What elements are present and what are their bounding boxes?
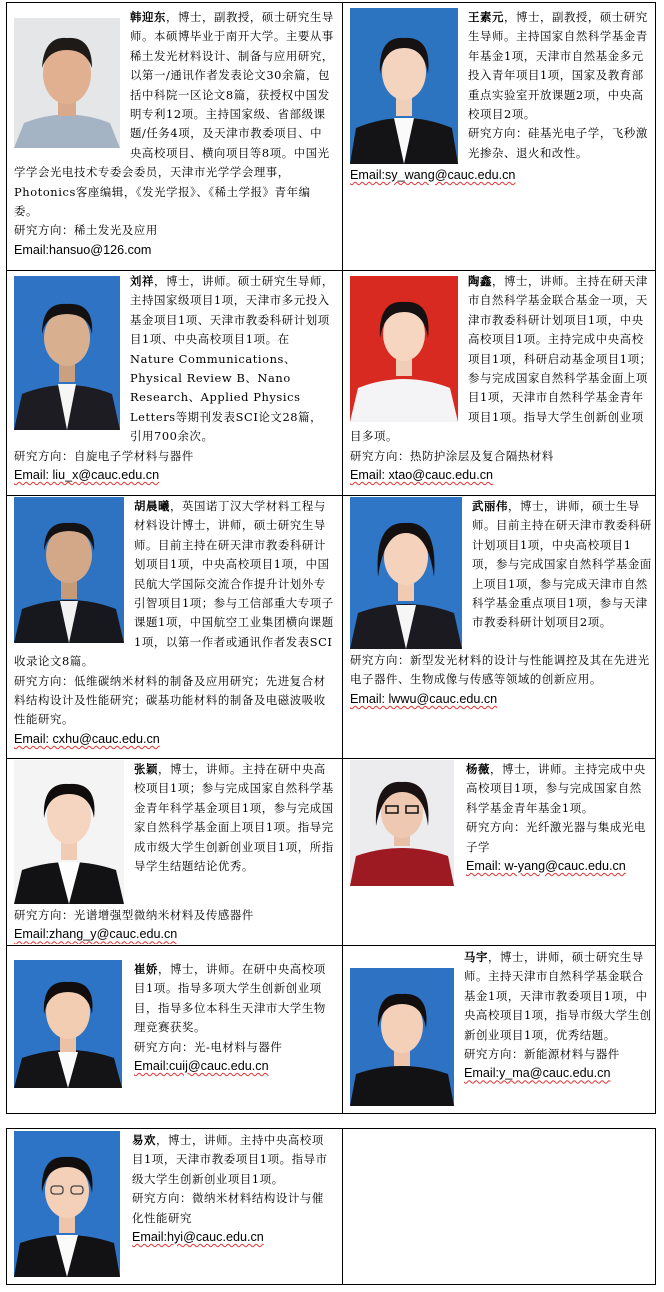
portrait-photo (350, 276, 458, 422)
profile-card (350, 497, 653, 755)
research-direction: 研究方向：光纤激光器与集成光电子学 (466, 820, 646, 854)
research-direction: 研究方向：硅基光电子学，飞秒激光掺杂、退火和改性。 (468, 126, 648, 160)
email-text: Email:cuij@cauc.edu.cn (134, 1059, 269, 1074)
portrait-photo (350, 968, 454, 1106)
faculty-bio: ，博士，讲师，硕士生导师。目前主持在研天津市教委科研计划项目1项，中央高校项目1项，参与完成国家自然科学基金面上项目1项，参与完成天津市自然科学基金重点项目1项，参与天津市教委科研计划项目2项。 (472, 499, 652, 630)
email-text: Email:sy_wang@cauc.edu.cn (350, 168, 516, 182)
profile-card (350, 760, 653, 944)
faculty-bio: ，博士，讲师。在研中央高校项目1项。指导多项大学生创新创业项目，指导多位本科生天津市大学生物理竞赛获奖。 (134, 962, 326, 1035)
column-divider (342, 1129, 343, 1284)
faculty-name: 张颖 (134, 762, 158, 776)
portrait-photo (350, 8, 458, 164)
column-divider (342, 3, 343, 1113)
profile-card (14, 960, 334, 1112)
email-text: Email:y_ma@cauc.edu.cn (464, 1066, 611, 1081)
email-text: Email:hansuo@126.com (14, 242, 152, 257)
portrait-photo (14, 760, 124, 904)
email-text: Email: xtao@cauc.edu.cn (350, 468, 493, 483)
faculty-bio: ，博士，讲师，硕士研究生导师。主持天津市自然科学基金联合基金1项，天津市教委项目1项，中央高校项目1项，指导市级大学生创新创业项目1项，优秀结题。 (464, 950, 652, 1042)
faculty-name: 陶鑫 (468, 274, 492, 288)
research-direction: 研究方向：微纳米材料结构设计与催化性能研究 (132, 1191, 324, 1225)
row-divider (7, 758, 655, 759)
profile-card (350, 948, 653, 1112)
faculty-name: 易欢 (132, 1133, 156, 1147)
research-direction: 研究方向：光谱增强型微纳米材料及传感器件 (14, 908, 254, 922)
row-divider (7, 495, 655, 496)
portrait-photo (14, 1131, 120, 1277)
row-divider (7, 945, 655, 946)
research-direction: 研究方向：低维碳纳米材料的制备及应用研究；先进复合材料结构设计及性能研究；碳基功能材料的制备及电磁波吸收性能研究。 (14, 673, 326, 727)
email-text: Email:hyi@cauc.edu.cn (132, 1230, 264, 1245)
portrait-photo (14, 497, 124, 643)
faculty-bio: ，博士，讲师。硕士研究生导师，主持国家级项目1项，天津市多元投入基金项目1项、天津市教委科研计划项目1项、中央高校项目1项。在Nature Communications、Physical Review B、Nano Research、Applied Physics Letters等期刊发表SCI论文28篇，引用700余次。 (130, 274, 334, 444)
research-direction: 研究方向：光-电材料与器件 (134, 1039, 283, 1054)
faculty-name: 韩迎东 (130, 10, 166, 24)
faculty-name: 崔娇 (134, 962, 158, 976)
portrait-photo (14, 18, 120, 148)
profile-card (14, 497, 334, 755)
profile-card (350, 8, 653, 270)
research-direction: 研究方向：新能源材料与器件 (464, 1047, 620, 1062)
email-text: Email: w-yang@cauc.edu.cn (466, 859, 626, 874)
portrait-photo (350, 497, 462, 649)
profile-card (14, 760, 334, 944)
faculty-name: 武丽伟 (472, 499, 508, 513)
portrait-photo (14, 960, 122, 1088)
faculty-name: 杨薇 (466, 762, 490, 776)
faculty-bio: ，博士，副教授，硕士研究生导师。主持国家自然科学基金青年基金1项，天津市自然基金多元投入青年项目1项，国家及教育部重点实验室开放课题2项，中央高校项目2项。 (468, 10, 648, 122)
faculty-bio: ，博士，副教授，硕士研究生导师。本硕博毕业于南开大学。主要从事稀土发光材料设计、制备与应用研究，以第一/通讯作者发表论文30余篇，包括中科院一区论文8篇，获授权中国发明专利12项。主持国家级、省部级课题/任务4项，及天津市教委项目、中央高校项目、横向项目等8项。中国光学学会光电技术专委会委员，天津市光学学会理事，Photonics客座编辑，《发光学报》、《稀土学报》青年编委。 (14, 10, 334, 219)
faculty-name: 马宇 (464, 950, 488, 964)
faculty-name: 刘祥 (130, 274, 154, 288)
research-direction: 研究方向：热防护涂层及复合隔热材料 (350, 448, 554, 463)
profile-card (14, 8, 334, 270)
research-direction: 研究方向：自旋电子学材料与器件 (14, 448, 194, 463)
profile-card (350, 272, 653, 494)
research-direction: 研究方向：稀土发光及应用 (14, 223, 158, 238)
email-text: Email: cxhu@cauc.edu.cn (14, 731, 160, 746)
profile-card (14, 272, 334, 494)
faculty-bio: ，博士，讲师。主持完成中央高校项目1项，参与完成国家自然科学基金青年基金1项。 (466, 762, 646, 815)
email-text: Email: liu_x@cauc.edu.cn (14, 468, 160, 483)
faculty-bio: ，博士，讲师。主持在研中央高校项目1项；参与完成国家自然科学基金青年科学基金项目1项，参与完成国家自然科学基金面上项目1项。指导完成市级大学生创新创业项目1项，所指导学生结题结论优秀。 (134, 762, 334, 874)
portrait-photo (14, 276, 120, 430)
portrait-photo (350, 760, 454, 886)
row-divider (7, 270, 655, 271)
faculty-name: 王素元 (468, 10, 504, 24)
faculty-bio: ，博士，讲师。主持中央高校项目1项，天津市教委项目1项。指导市级大学生创新创业项目1项。 (132, 1133, 328, 1186)
email-text: Email: lwwu@cauc.edu.cn (350, 691, 498, 706)
faculty-name: 胡晨曦 (134, 499, 170, 513)
faculty-bio: ，英国诺丁汉大学材料工程与材料设计博士，讲师，硕士研究生导师。目前主持在研天津市教委科研计划项目1项，中央高校项目1项，中国民航大学国际交流合作提升计划外专引智项目1项；参与工信部重大专项子课题1项，中国航空工业集团横向课题1项，以第一作者或通讯作者发表SCI收录论文8篇。 (14, 499, 334, 669)
profile-card (14, 1131, 334, 1281)
email-text: Email:zhang_y@cauc.edu.cn (14, 927, 178, 942)
faculty-bio: ，博士，讲师。主持在研天津市自然科学基金联合基金一项，天津市教委科研计划项目1项，中央高校项目1项。主持完成中央高校项目1项，科研启动基金项目1项；参与完成国家自然科学基金面上项目1项，天津市自然科学基金青年项目1项。指导大学生创新创业项目多项。 (350, 274, 652, 444)
research-direction: 研究方向：新型发光材料的设计与性能调控及其在先进光电子器件、生物成像与传感等领域的创新应用。 (350, 653, 650, 687)
